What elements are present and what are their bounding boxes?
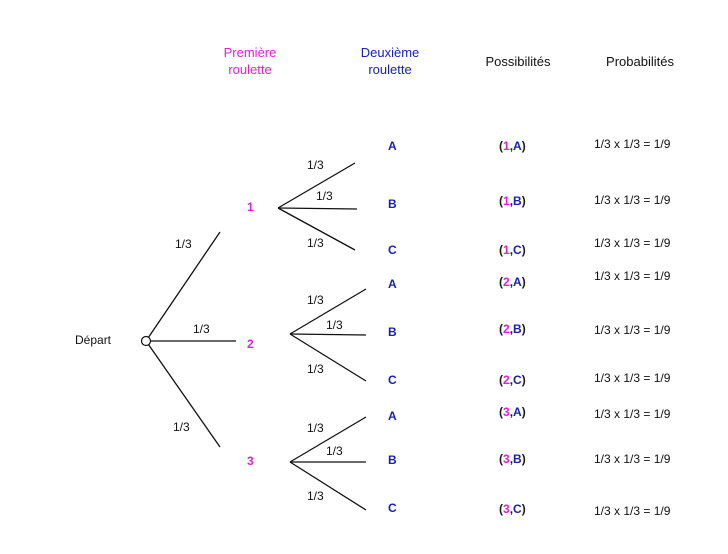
second-level-node-1-A: A — [388, 139, 397, 153]
possibility-first: 3 — [503, 405, 510, 419]
prob-3-B: 1/3 — [326, 444, 343, 458]
prob-1-C: 1/3 — [307, 236, 324, 250]
second-level-node-1-C: C — [388, 243, 397, 257]
possibility-2-C: (2,C) — [499, 373, 526, 387]
possibility-first: 2 — [503, 373, 510, 387]
header-second-wheel-line1: Deuxième — [360, 45, 420, 60]
header-first-wheel-line1: Première — [223, 45, 277, 60]
possibility-1-B: (1,B) — [499, 194, 526, 208]
prob-2-B: 1/3 — [326, 318, 343, 332]
second-level-node-1-B: B — [388, 197, 397, 211]
branch-1-B — [278, 208, 357, 209]
first-level-node-1: 1 — [247, 200, 254, 214]
probability-3-B: 1/3 x 1/3 = 1/9 — [594, 452, 671, 466]
probability-1-A: 1/3 x 1/3 = 1/9 — [594, 137, 671, 151]
possibility-second: A — [513, 405, 522, 419]
possibility-first: 2 — [503, 275, 510, 289]
possibility-second: B — [513, 322, 522, 336]
header-first-wheel-line2: roulette — [228, 62, 272, 77]
probability-2-A: 1/3 x 1/3 = 1/9 — [594, 269, 671, 283]
prob-3-C: 1/3 — [307, 489, 324, 503]
possibility-1-C: (1,C) — [499, 243, 526, 257]
second-level-node-3-A: A — [388, 409, 397, 423]
probability-2-C: 1/3 x 1/3 = 1/9 — [594, 371, 671, 385]
possibility-first: 3 — [503, 452, 510, 466]
possibility-first: 2 — [503, 322, 510, 336]
possibility-first: 3 — [503, 502, 510, 516]
second-level-node-2-B: B — [388, 325, 397, 339]
possibility-first: 1 — [503, 139, 510, 153]
header-probabilities-text: Probabilités — [606, 54, 674, 69]
possibility-3-A: (3,A) — [499, 405, 526, 419]
branch-3-C — [290, 462, 366, 510]
possibility-second: C — [513, 243, 522, 257]
possibility-second: B — [513, 194, 522, 208]
header-second-wheel — [350, 44, 430, 78]
start-node — [142, 337, 151, 346]
possibility-second: A — [513, 139, 522, 153]
second-level-node-2-A: A — [388, 277, 397, 291]
possibility-first: 1 — [503, 243, 510, 257]
prob-1-B: 1/3 — [316, 189, 333, 203]
header-first-wheel — [210, 44, 290, 78]
possibility-second: C — [513, 502, 522, 516]
possibility-2-A: (2,A) — [499, 275, 526, 289]
header-second-wheel-line2: roulette — [368, 62, 412, 77]
prob-start-1: 1/3 — [175, 237, 192, 251]
header-possibilities — [468, 53, 568, 70]
probability-3-C: 1/3 x 1/3 = 1/9 — [594, 504, 671, 518]
prob-start-3: 1/3 — [173, 420, 190, 434]
second-level-node-3-C: C — [388, 501, 397, 515]
possibility-first: 1 — [503, 194, 510, 208]
header-possibilities-text: Possibilités — [485, 54, 551, 69]
branch-2-C — [290, 334, 366, 381]
start-label: Départ — [75, 333, 112, 347]
second-level-node-3-B: B — [388, 453, 397, 467]
possibility-second: C — [513, 373, 522, 387]
second-level-node-2-C: C — [388, 373, 397, 387]
possibility-3-C: (3,C) — [499, 502, 526, 516]
branch-2-B — [290, 334, 366, 335]
first-level-node-2: 2 — [247, 337, 254, 351]
probability-3-A: 1/3 x 1/3 = 1/9 — [594, 407, 671, 421]
possibility-1-A: (1,A) — [499, 139, 526, 153]
header-probabilities — [585, 53, 695, 70]
prob-3-A: 1/3 — [307, 421, 324, 435]
first-level-node-3: 3 — [247, 454, 254, 468]
prob-start-2: 1/3 — [193, 322, 210, 336]
prob-2-C: 1/3 — [307, 362, 324, 376]
prob-2-A: 1/3 — [307, 293, 324, 307]
prob-1-A: 1/3 — [307, 158, 324, 172]
probability-1-B: 1/3 x 1/3 = 1/9 — [594, 193, 671, 207]
possibility-second: A — [513, 275, 522, 289]
possibility-second: B — [513, 452, 522, 466]
possibility-3-B: (3,B) — [499, 452, 526, 466]
possibility-2-B: (2,B) — [499, 322, 526, 336]
probability-1-C: 1/3 x 1/3 = 1/9 — [594, 236, 671, 250]
probability-2-B: 1/3 x 1/3 = 1/9 — [594, 323, 671, 337]
